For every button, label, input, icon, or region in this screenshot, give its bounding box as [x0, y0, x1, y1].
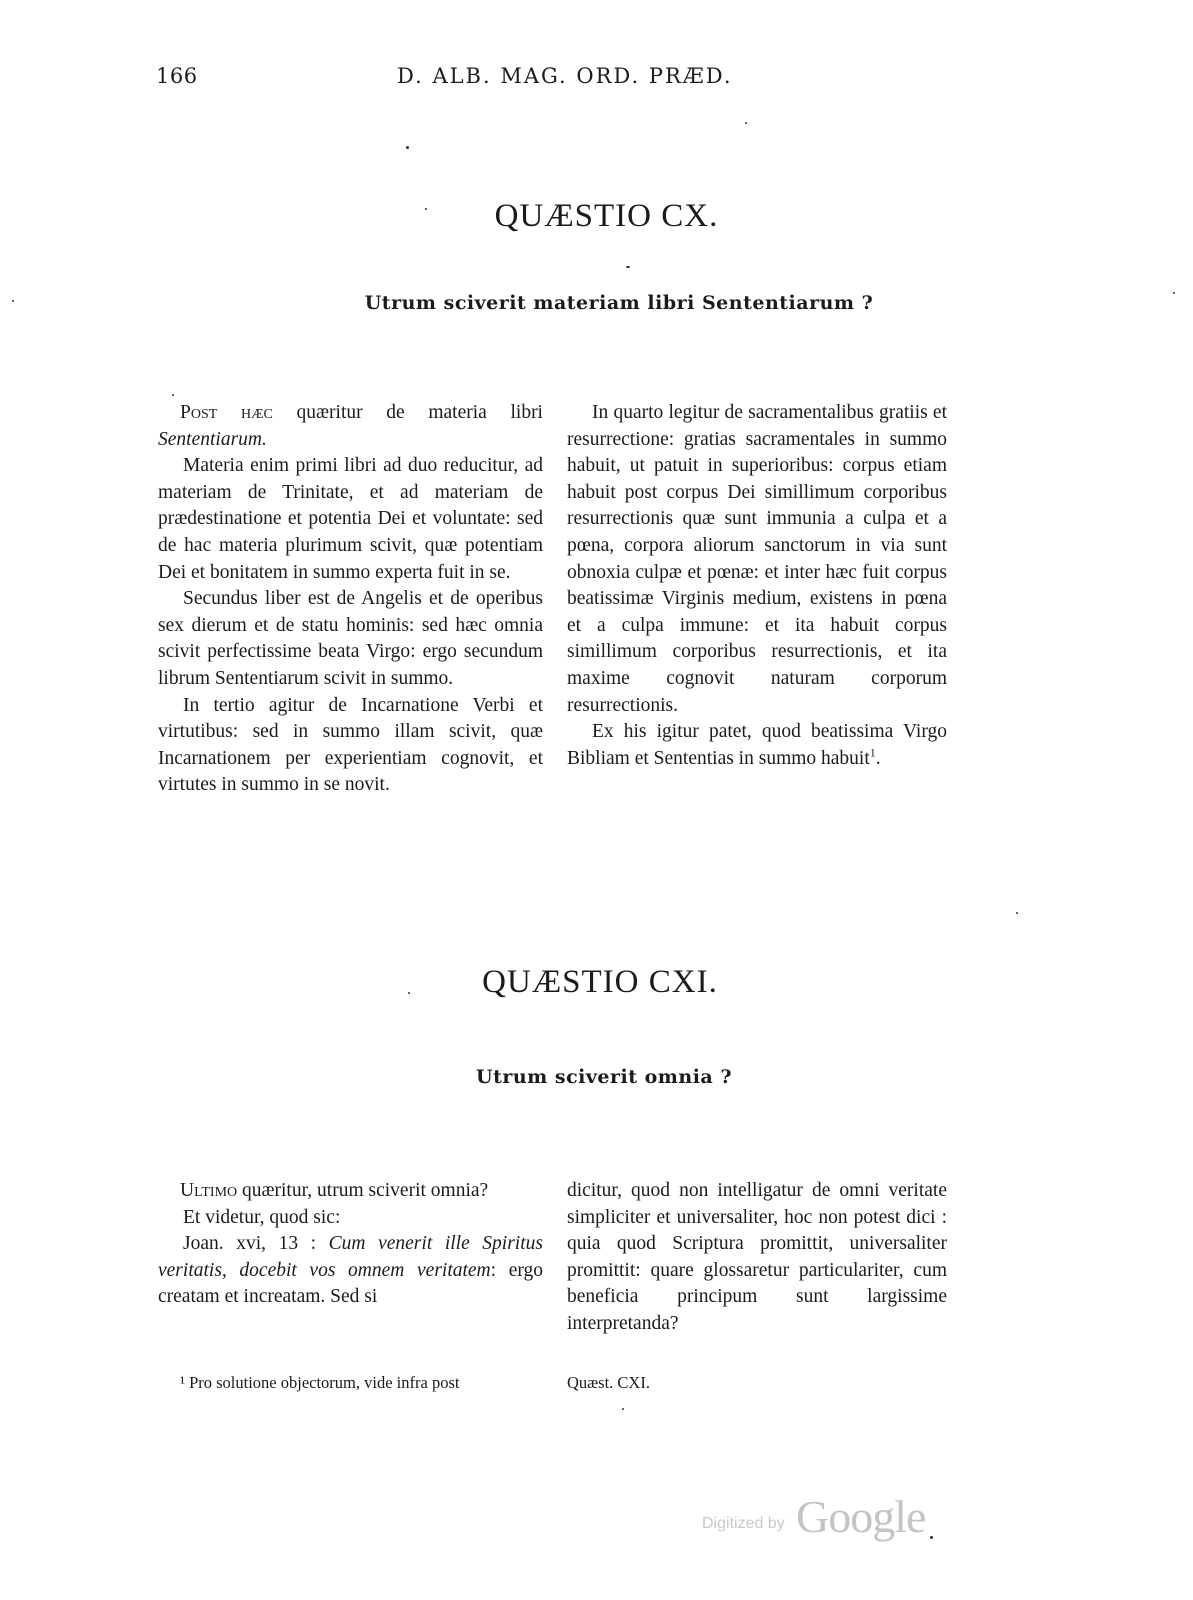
question-111-right-column: [567, 1178, 947, 1338]
scan-speck: [408, 992, 410, 994]
paragraph: [158, 1178, 543, 1205]
paragraph: Et videtur, quod sic:: [183, 1206, 341, 1228]
small-caps-opening: Post hæc: [180, 402, 273, 423]
italic-quotation: Cum venerit ille Spiritus veritatis, docebit vos omnem veritatem: [158, 1233, 543, 1281]
page-number: 166: [156, 64, 198, 88]
scan-speck: [172, 394, 174, 396]
paragraph: In tertio agitur de Incarnatione Verbi et virtutibus: sed in summo illam scivit, quæ Incarnationem per experientiam cognovit, et virtutes in summo in se novit.: [158, 694, 543, 796]
paragraph-text: Ex his igitur patet, quod beatissima Virgo Bibliam et Sententias in summo habuit: [567, 721, 947, 769]
question-111-subtitle: Utrum sciverit omnia ?: [476, 1066, 732, 1088]
question-110-title: QUÆSTIO CX.: [494, 198, 719, 234]
paragraph-text: .: [875, 747, 881, 769]
paragraph: [567, 719, 947, 772]
scripture-reference: Joan. xvi, 13 :: [183, 1233, 329, 1255]
paragraph: Secundus liber est de Angelis et de operibus sex dierum et de statu hominis: sed hæc omnia scivit perfectissime beata Virgo: ergo secundum librum Sententiarum scivit in summo.: [158, 588, 543, 689]
paragraph-text: quæritur de materia libri: [272, 402, 543, 423]
small-caps-opening: Ultimo: [180, 1180, 238, 1201]
google-logo: Google: [796, 1491, 926, 1542]
paragraph-text: : ergo creatam et increatam. Sed si: [158, 1259, 543, 1308]
paragraph: [158, 400, 543, 453]
question-110-subtitle: Utrum sciverit materiam libri Sententiarum ?: [364, 292, 874, 314]
scan-speck: [406, 146, 409, 149]
paragraph: [158, 1231, 543, 1311]
italic-text: Sententiarum.: [158, 428, 267, 450]
scan-speck: [425, 208, 427, 210]
scan-speck: [12, 300, 14, 302]
scan-speck: [626, 266, 630, 268]
scan-speck: [1173, 292, 1175, 294]
scan-speck: [1016, 912, 1018, 914]
scan-speck: [930, 1536, 933, 1539]
running-title: D. ALB. MAG. ORD. PRÆD.: [397, 64, 733, 88]
footnote-right: Quæst. CXI.: [567, 1373, 650, 1392]
question-111-title: QUÆSTIO CXI.: [482, 964, 718, 1000]
paragraph-text: quæritur, utrum sciverit omnia?: [237, 1180, 489, 1201]
paragraph: In quarto legitur de sacramentalibus gratiis et resurrectione: gratias sacramentales in summo habuit, ut patuit in superioribus: corpus etiam habuit post corpus Dei simillimum corporibus resurrectionis quæ sunt immunia a culpa et a pœna, corpora aliorum sanctorum in via sunt obnoxia culpæ et pœnæ: et inter hæc fuit corpus beatissimæ Virginis medium, existens in pœna et a culpa immune: et ita habuit corpus simillimum corporibus resurrectionis, et ita maxime cognovit naturam corporum resurrectionis.: [567, 402, 947, 716]
question-111-left-column: [158, 1178, 543, 1311]
footnote-marker: 1: [869, 745, 876, 760]
scan-speck: [622, 1408, 624, 1410]
watermark-prefix: Digitized by: [702, 1515, 785, 1532]
question-110-right-column: [567, 400, 947, 772]
footnote-left: ¹ Pro solutione objectorum, vide infra post: [180, 1373, 460, 1392]
paragraph: dicitur, quod non intelligatur de omni veritate simpliciter et universaliter, hoc non potest dici : quia quod Scriptura promittit, universaliter promittit: quare glossaretur particulariter, cum beneficia principum sunt largissime interpretanda?: [567, 1180, 947, 1334]
scan-speck: [745, 122, 747, 124]
question-110-left-column: [158, 400, 543, 799]
paragraph: Materia enim primi libri ad duo reducitur, ad materiam de Trinitate, et ad materiam de prædestinatione et potentia Dei et voluntate: sed de hac materia plurimum scivit, quæ potentiam Dei et bonitatem in summo experta fuit in se.: [158, 455, 543, 583]
